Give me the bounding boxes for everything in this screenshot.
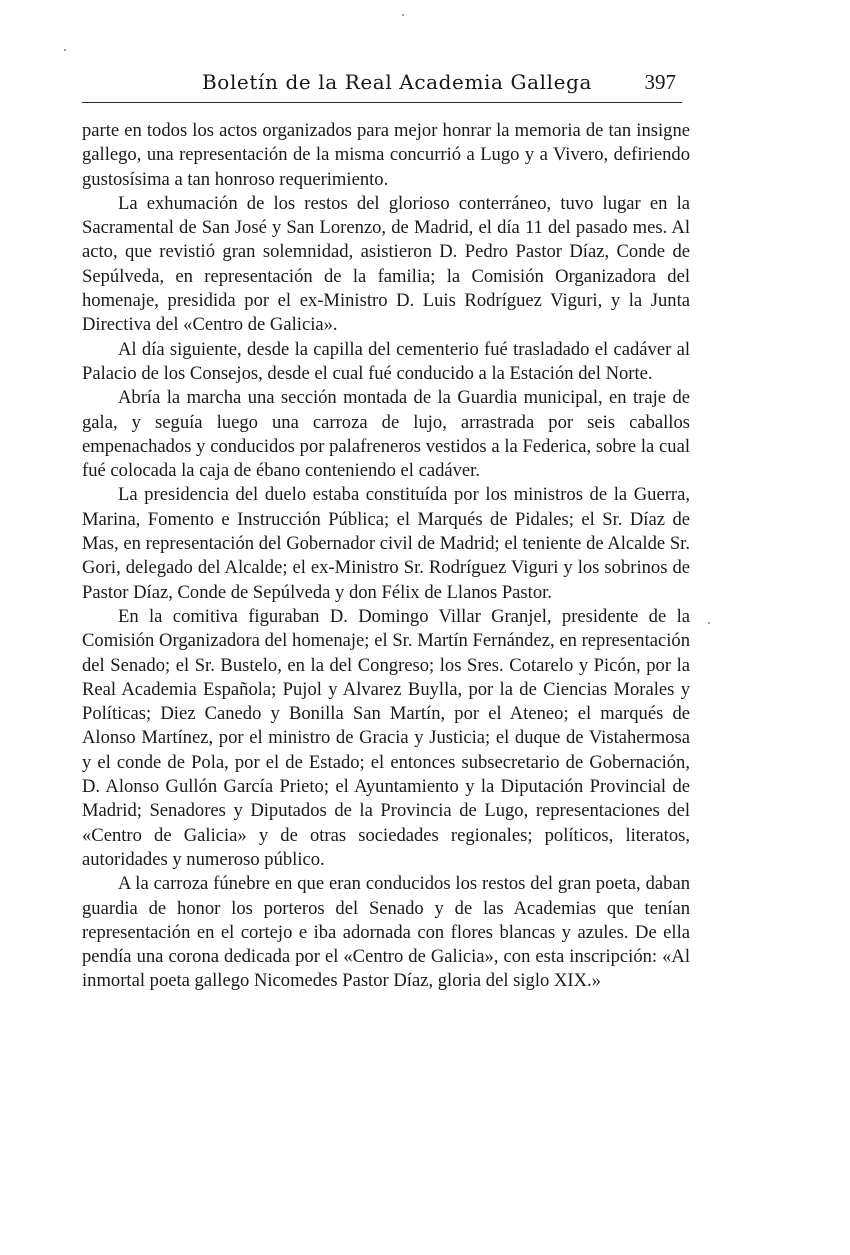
paragraph-7: A la carroza fúnebre en que eran conducidos los restos del gran poeta, daban guardia de honor los porteros del Senado y de las Academias que tenían representación en el cortejo e iba adornada con flores blancas y azules. De ella pendía una corona dedicada por el «Centro de Galicia», con esta inscripción: «Al inmortal poeta gallego Nicomedes Pastor Díaz, gloria del siglo XIX.»: [82, 873, 690, 992]
body-text: [82, 119, 690, 994]
paragraph-6: En la comitiva figuraban D. Domingo Villar Granjel, presidente de la Comisión Organizadora del homenaje; el Sr. Martín Fernández, en representación del Senado; el Sr. Bustelo, en la del Congreso; los Sres. Cotarelo y Picón, por la Real Academia Española; Pujol y Alvarez Buylla, por la de Ciencias Morales y Políticas; Diez Canedo y Bonilla San Martín, por el Ateneo; el marqués de Alonso Martínez, por el ministro de Gracia y Justicia; el duque de Vistahermosa y el conde de Pola, por el de Estado; el entonces subsecretario de Gobernación, D. Alonso Gullón García Prieto; el Ayuntamiento y la Diputación Provincial de Madrid; Senadores y Diputados de la Provincia de Lugo, representaciones del «Centro de Galicia» y de otras sociedades regionales; políticos, literatos, autoridades y numeroso público.: [82, 605, 690, 870]
scan-speck: [708, 622, 710, 624]
scan-speck: [402, 14, 404, 16]
running-title: Boletín de la Real Academia Gallega: [202, 70, 592, 94]
scan-speck: [64, 49, 66, 51]
page-number: 397: [644, 70, 676, 94]
page-header: [82, 66, 682, 103]
paragraph-5: La presidencia del duelo estaba constituída por los ministros de la Guerra, Marina, Fomento e Instrucción Pública; el Marqués de Pidales; el Sr. Díaz de Mas, en representación del Gobernador civil de Madrid; el teniente de Alcalde Sr. Gori, delegado del Alcalde; el ex-Ministro Sr. Rodríguez Viguri y los sobrinos de Pastor Díaz, Conde de Sepúlveda y don Félix de Llanos Pastor.: [82, 484, 690, 603]
paragraph-3: Al día siguiente, desde la capilla del cementerio fué trasladado el cadáver al Palacio de los Consejos, desde el cual fué conducido a la Estación del Norte.: [82, 338, 690, 384]
paragraph-1: parte en todos los actos organizados para mejor honrar la memoria de tan insigne gallego, una representación de la misma concurrió a Lugo y a Vivero, defiriendo gustosísima a tan honroso requerimiento.: [82, 120, 690, 190]
paragraph-4: Abría la marcha una sección montada de la Guardia municipal, en traje de gala, y seguía luego una carroza de lujo, arrastrada por seis caballos empenachados y conducidos por palafreneros vestidos a la Federica, sobre la cual fué colocada la caja de ébano conteniendo el cadáver.: [82, 387, 690, 482]
paragraph-2: La exhumación de los restos del glorioso conterráneo, tuvo lugar en la Sacramental de San José y San Lorenzo, de Madrid, el día 11 del pasado mes. Al acto, que revistió gran solemnidad, asistieron D. Pedro Pastor Díaz, Conde de Sepúlveda, en representación de la familia; la Comisión Organizadora del homenaje, presidida por el ex-Ministro D. Luis Rodríguez Viguri, y la Junta Directiva del «Centro de Galicia».: [82, 192, 690, 336]
